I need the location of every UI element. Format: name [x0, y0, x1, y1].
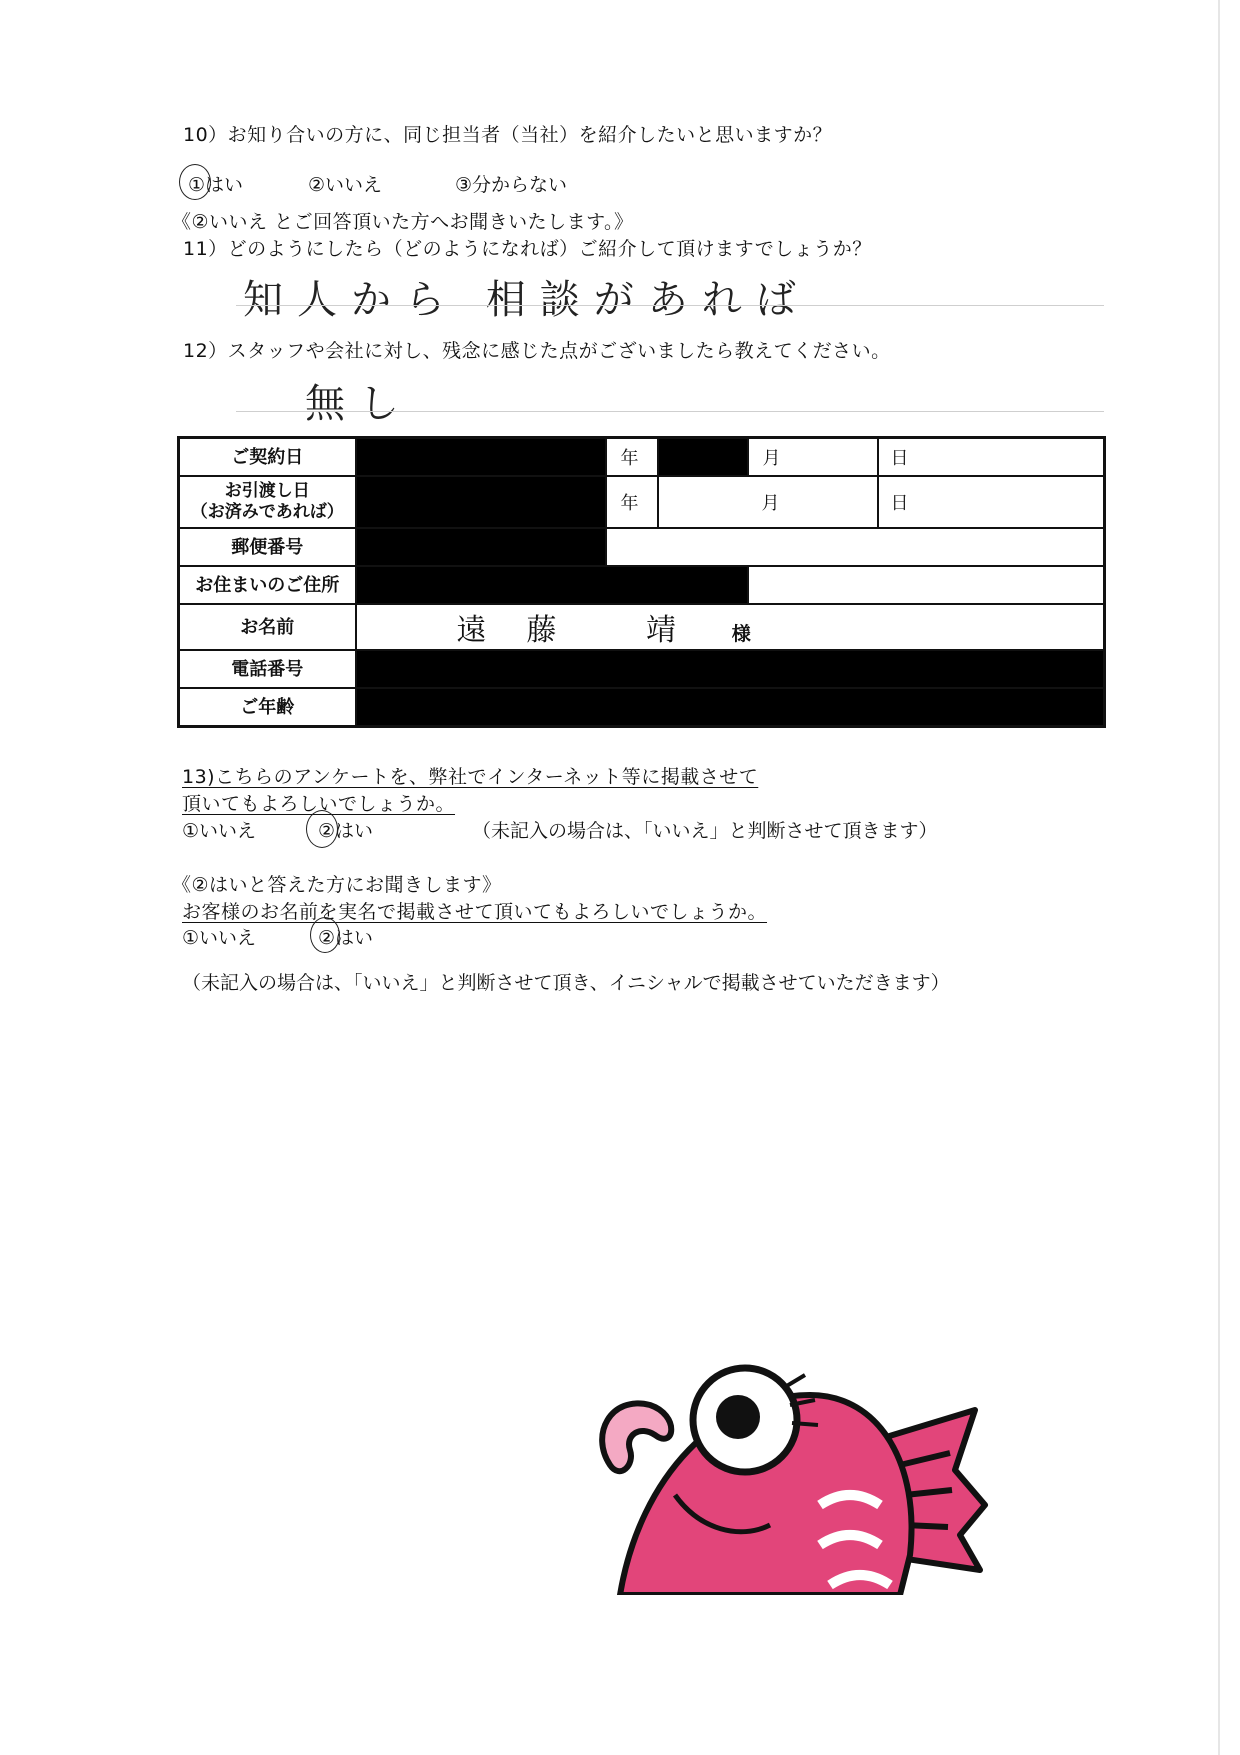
customer-info-table	[177, 436, 1106, 728]
q13-question-line2: 頂いてもよろしいでしょうか。	[182, 793, 456, 815]
postal-value	[606, 528, 1105, 566]
age-label: ご年齢	[179, 688, 356, 727]
contract-date-row	[179, 438, 1105, 477]
fish-mascot-icon	[580, 1355, 1020, 1595]
address-value	[748, 566, 1105, 604]
postal-row	[179, 528, 1105, 566]
name-value-cell	[356, 604, 1105, 650]
q10-option-1[interactable]: ①はい	[188, 174, 244, 196]
q13-note: （未記入の場合は、「いいえ」と判断させて頂きます）	[472, 820, 938, 842]
q13b-option-1[interactable]: ①いいえ	[182, 927, 257, 949]
handwritten-name: 遠藤 靖	[456, 613, 717, 648]
redacted-block	[356, 650, 1105, 688]
q12-question: 12）スタッフや会社に対し、残念に感じた点がございましたら教えてください。	[183, 340, 891, 362]
q13b-selected-circle	[310, 917, 340, 953]
address-label: お住まいのご住所	[179, 566, 356, 604]
month-unit: 月	[748, 476, 878, 528]
q11-answer-line	[236, 305, 1104, 306]
q11-question: 11）どのようにしたら（どのようになれば）ご紹介して頂けますでしょうか？	[183, 238, 872, 260]
redacted-block	[356, 566, 748, 604]
postal-label: 郵便番号	[179, 528, 356, 566]
age-row	[179, 688, 1105, 727]
phone-label: 電話番号	[179, 650, 356, 688]
month-unit: 月	[748, 438, 878, 477]
q10-selected-circle	[179, 164, 211, 200]
day-unit: 日	[878, 476, 1105, 528]
redacted-block	[658, 438, 748, 477]
q11-preface: 《②いいえ とご回答頂いた方へお聞きいたします。》	[172, 211, 634, 233]
q13-option-2[interactable]: ②はい	[318, 820, 374, 842]
redacted-block	[356, 528, 606, 566]
contract-date-label: ご契約日	[179, 438, 356, 477]
month-blank	[658, 476, 748, 528]
handover-date-row	[179, 476, 1105, 528]
name-label: お名前	[179, 604, 356, 650]
q10-question: 10）お知り合いの方に、同じ担当者（当社）を紹介したいと思いますか？	[183, 124, 833, 146]
q13b-option-2[interactable]: ②はい	[318, 927, 374, 949]
scan-edge	[1218, 0, 1220, 1755]
honorific: 様	[731, 623, 751, 645]
day-unit: 日	[878, 438, 1105, 477]
handover-date-label: お引渡し日 （お済みであれば）	[179, 476, 356, 528]
phone-row	[179, 650, 1105, 688]
redacted-block	[356, 476, 606, 528]
footer-note: （未記入の場合は、「いいえ」と判断させて頂き、イニシャルで掲載させていただきます）	[182, 972, 950, 994]
q13-question-line1: 13)こちらのアンケートを、弊社でインターネット等に掲載させて	[182, 766, 759, 788]
q13b-question: お客様のお名前を実名で掲載させて頂いてもよろしいでしょうか。	[182, 901, 768, 923]
q10-option-2[interactable]: ②いいえ	[308, 174, 383, 196]
q13-selected-circle	[306, 810, 338, 848]
q12-answer-line	[236, 411, 1104, 412]
q10-option-3[interactable]: ③分からない	[455, 174, 568, 196]
q12-handwritten-answer: 無し	[305, 381, 413, 427]
address-row	[179, 566, 1105, 604]
year-unit: 年	[606, 438, 658, 477]
q13b-preface: 《②はいと答えた方にお聞きします》	[172, 874, 502, 896]
year-unit: 年	[606, 476, 658, 528]
name-row	[179, 604, 1105, 650]
redacted-block	[356, 438, 606, 477]
redacted-block	[356, 688, 1105, 727]
q13-option-1[interactable]: ①いいえ	[182, 820, 257, 842]
q11-handwritten-answer: 知人から 相談があれば	[243, 277, 810, 323]
